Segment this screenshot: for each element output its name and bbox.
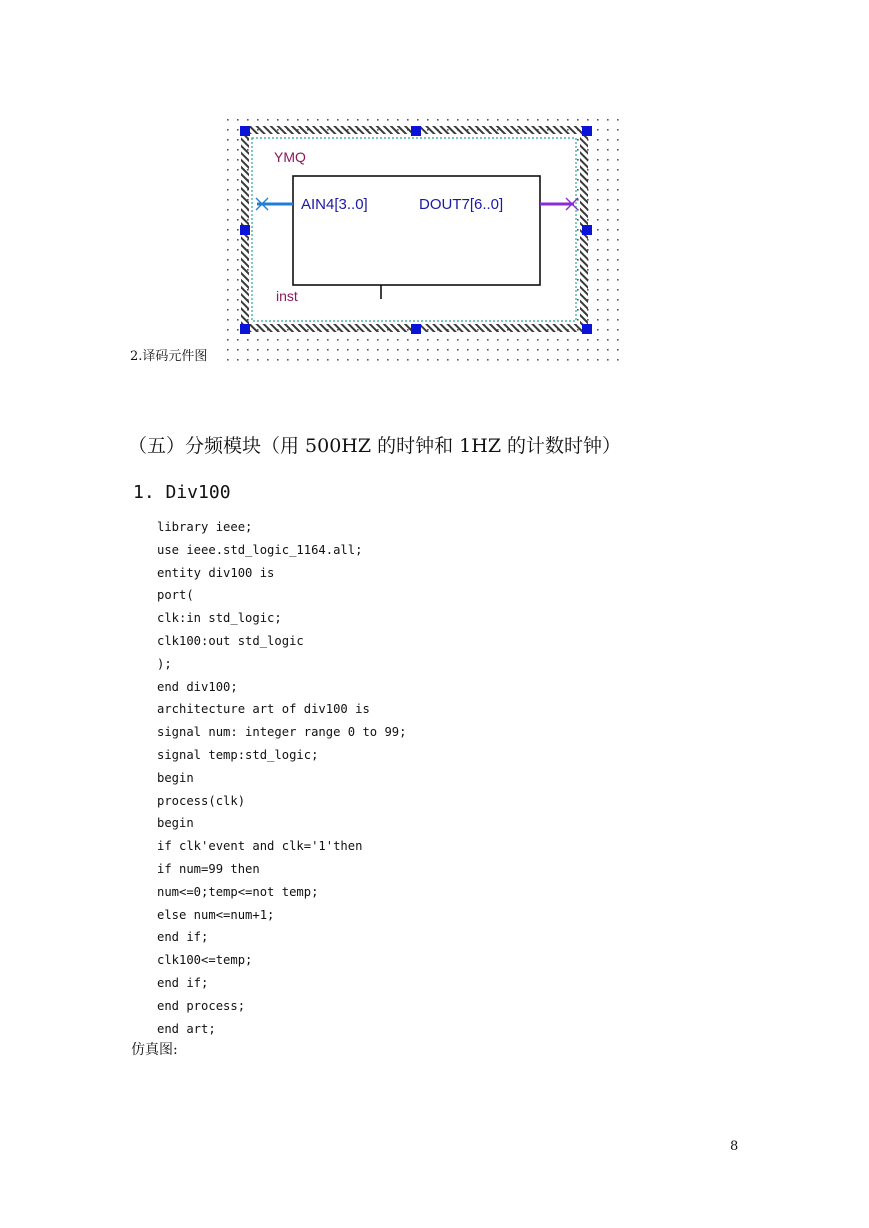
code-line: clk100:out std_logic [157, 633, 304, 648]
code-line: end div100; [157, 679, 238, 694]
simulation-figure-label: 仿真图: [131, 1042, 178, 1058]
subsection-title: 1. Div100 [133, 482, 231, 503]
code-line: num<=0;temp<=not temp; [157, 884, 319, 899]
code-line: port( [157, 588, 194, 603]
component-name-label: YMQ [274, 149, 306, 165]
section-title: （五）分频模块（用 500HZ 的时钟和 1HZ 的计数时钟） [128, 435, 622, 457]
decoder-component-diagram [224, 116, 620, 364]
output-port-label: DOUT7[6..0] [419, 196, 504, 213]
code-line: else num<=num+1; [157, 907, 275, 922]
code-line: clk:in std_logic; [157, 611, 282, 626]
code-line: end art; [157, 1021, 216, 1036]
code-line: library ieee; [157, 520, 253, 534]
code-line: use ieee.std_logic_1164.all; [157, 542, 363, 557]
instance-name-label: inst [276, 288, 298, 304]
code-line: architecture art of div100 is [157, 702, 370, 717]
code-line: if clk'event and clk='1'then [157, 839, 363, 854]
code-line: begin [157, 770, 194, 785]
vhdl-code-listing [157, 516, 406, 1040]
code-line: if num=99 then [157, 861, 260, 876]
code-line: clk100<=temp; [157, 953, 253, 968]
code-line: process(clk) [157, 793, 246, 808]
code-line: entity div100 is [157, 565, 275, 580]
page-number: 8 [730, 1139, 739, 1154]
code-line: signal num: integer range 0 to 99; [157, 725, 407, 740]
code-line: begin [157, 816, 194, 831]
code-line: signal temp:std_logic; [157, 747, 319, 762]
code-line: end if; [157, 930, 209, 945]
figure-caption: 2.译码元件图 [130, 349, 208, 364]
code-line: end process; [157, 998, 246, 1013]
code-line: end if; [157, 975, 209, 990]
code-line: ); [157, 656, 172, 671]
component-box [293, 176, 540, 285]
input-port-label: AIN4[3..0] [301, 196, 368, 213]
